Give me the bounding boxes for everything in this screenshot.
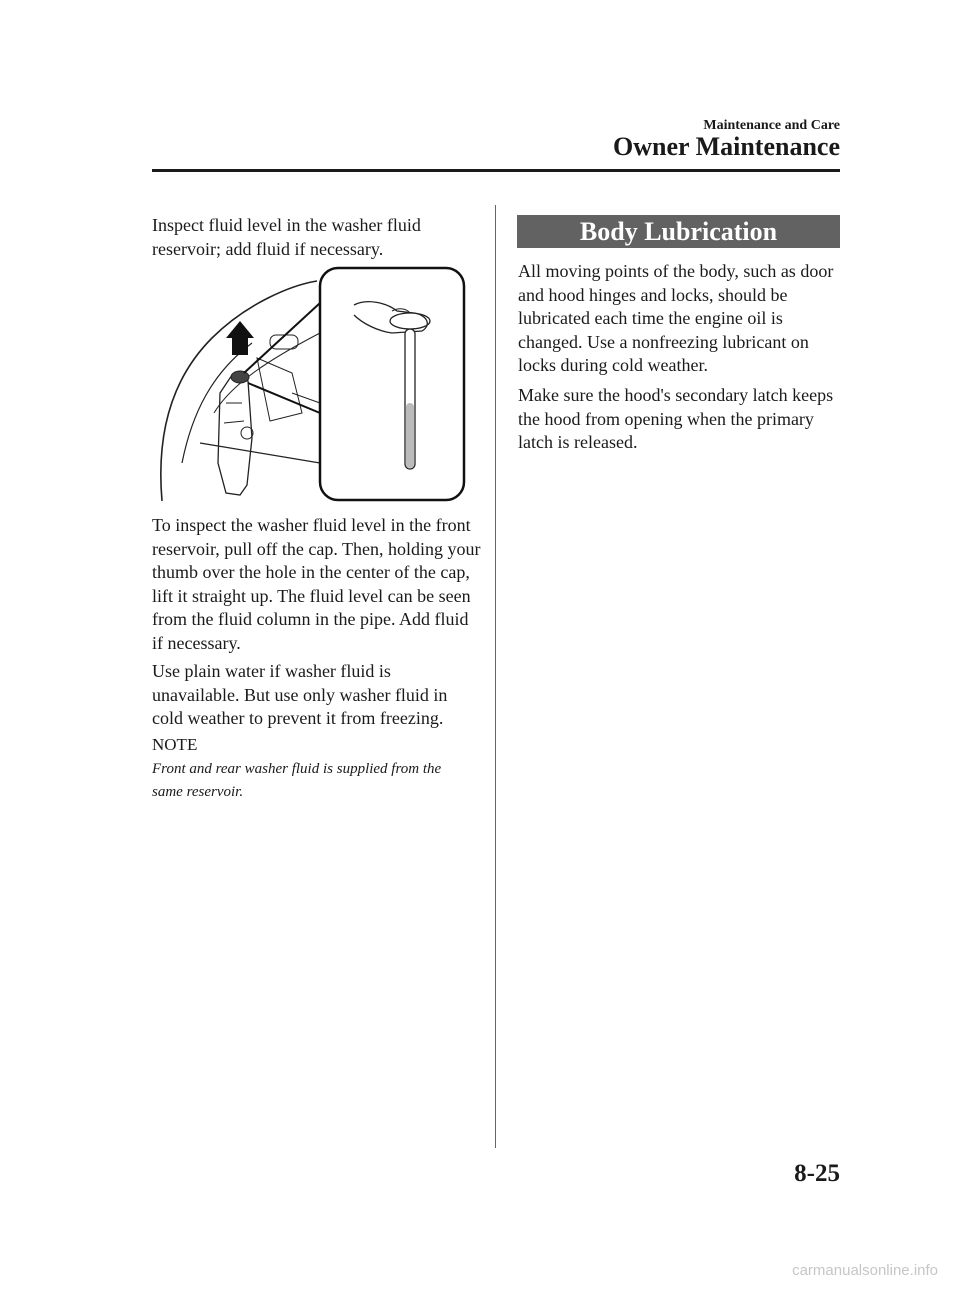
inspect-paragraph: To inspect the washer fluid level in the front reservoir, pull off the cap. Then, holding your thumb over the hole in the center of the cap, lift it straight up. The fluid level can be seen from the fluid column in the pipe. Add fluid if necessary. <box>152 515 481 653</box>
page-title: Owner Maintenance <box>613 132 840 161</box>
washer-reservoir-illustration <box>152 263 466 503</box>
latch-paragraph: Make sure the hood's secondary latch keeps the hood from opening when the primary latch is released. <box>518 385 834 452</box>
plain-water-paragraph: Use plain water if washer fluid is unavailable. But use only washer fluid in cold weather to prevent it from freezing. <box>152 661 448 728</box>
intro-paragraph: Inspect fluid level in the washer fluid reservoir; add fluid if necessary. <box>152 215 421 259</box>
note-label: NOTE <box>152 735 198 754</box>
lubrication-paragraph: All moving points of the body, such as door and hood hinges and locks, should be lubricated each time the engine oil is changed. Use a nonfreezing lubricant on locks during cold weather. <box>518 261 834 375</box>
section-banner: Body Lubrication <box>517 215 840 248</box>
page-number: 8-25 <box>794 1160 840 1187</box>
section-name: Maintenance and Care <box>703 118 840 133</box>
watermark: carmanualsonline.info <box>792 1262 938 1279</box>
column-divider <box>495 205 496 1148</box>
note-text: Front and rear washer fluid is supplied from the same reservoir. <box>152 761 442 800</box>
header-rule <box>152 169 840 172</box>
